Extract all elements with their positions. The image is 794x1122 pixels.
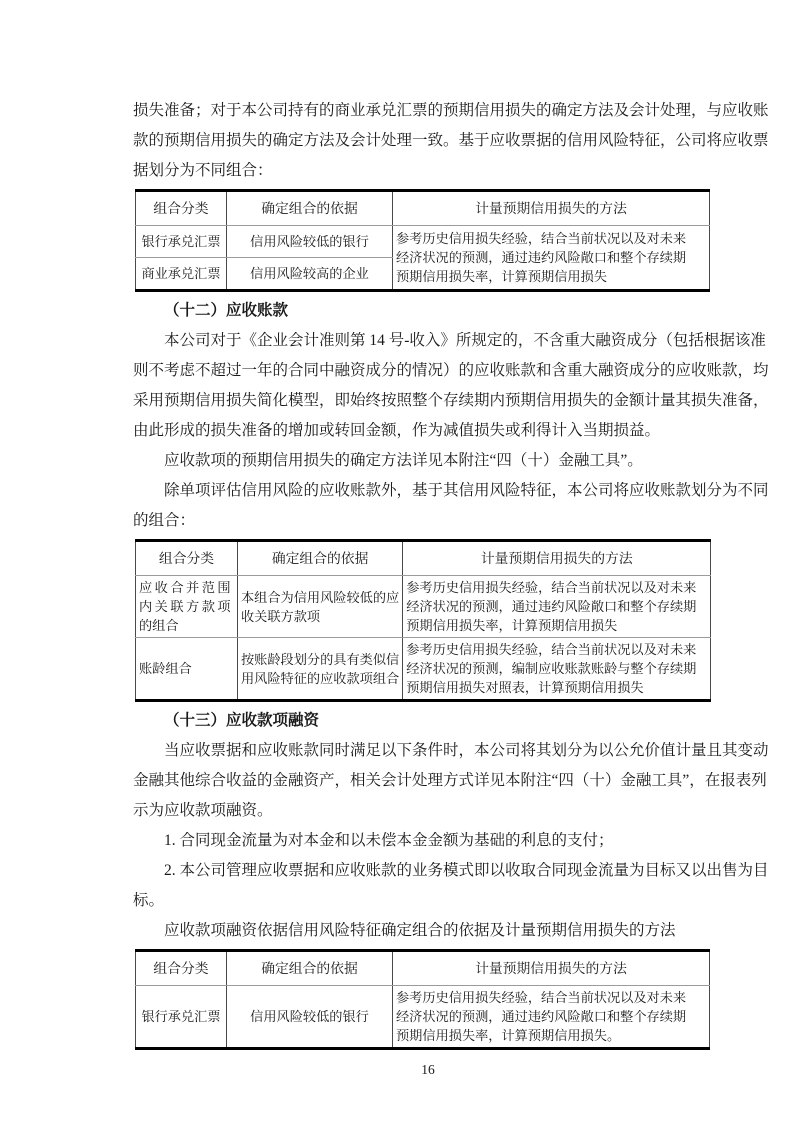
header-portfolio-category: 组合分类 [136, 191, 227, 226]
header-ecl-method: 计量预期信用损失的方法 [403, 541, 711, 576]
cell-method-merged: 参考历史信用损失经验，结合当前状况以及对未来 经济状况的预测，通过违约风险敞口和整个存续期 预期信用损失率，计算预期信用损失 [393, 226, 710, 291]
page-number: 16 [421, 1062, 435, 1077]
section-12-paragraph-2: 应收款项的预期信用损失的确定方法详见本附注“四（十）金融工具”。 [164, 452, 643, 469]
cell-category: 银行承兑汇票 [136, 226, 227, 258]
section-12-heading: （十二）应收账款 [164, 302, 289, 319]
table-row [136, 576, 711, 638]
accounts-receivable-portfolio-table [135, 539, 711, 702]
cell-basis: 信用风险较低的银行 [227, 986, 393, 1049]
cell-basis: 本组合为信用风险较低的应 收关联方款项 [238, 576, 403, 638]
cell-basis: 信用风险较高的企业 [227, 258, 393, 291]
section-13-paragraph-1: 当应收票据和应收账款同时满足以下条件时，本公司将其划分为以公允价值计量且其变动 金融其他综合收益的金融资产，相关会计处理方式详见本附注“四（十）金融工具”，在报表列 示为应收款项融资。 [133, 742, 769, 819]
table-row [136, 986, 710, 1049]
header-portfolio-category: 组合分类 [136, 951, 227, 986]
cell-category: 商业承兑汇票 [136, 258, 227, 291]
cell-method: 参考历史信用损失经验，结合当前状况以及对未来 经济状况的预测，编制应收账款账龄与整个存续期 预期信用损失对照表，计算预期信用损失 [403, 638, 711, 701]
table-row [136, 226, 710, 258]
header-ecl-method: 计量预期信用损失的方法 [393, 191, 710, 226]
section-12-paragraph-3: 除单项评估信用风险的应收账款外，基于其信用风险特征，本公司将应收账款划分为不同 的组合： [133, 482, 769, 529]
cell-category: 银行承兑汇票 [136, 986, 227, 1049]
intro-paragraph: 损失准备；对于本公司持有的商业承兑汇票的预期信用损失的确定方法及会计处理，与应收账 款的预期信用损失的确定方法及会计处理一致。基于应收票据的信用风险特征，公司将应收票 据划分为不同组合： [133, 102, 769, 179]
section-12-paragraph-1: 本公司对于《企业会计准则第 14 号-收入》所规定的，不含重大融资成分（包括根据该准 则不考虑不超过一年的合同中融资成分的情况）的应收账款和含重大融资成分的应收账款，均 采用预期信用损失简化模型，即始终按照整个存续期内预期信用损失的金额计量其损失准备， 由此形成的损失准备的增加或转回金额，作为减值损失或利得计入当期损益。 [133, 332, 769, 439]
section-13-paragraph-2: 应收款项融资依据信用风险特征确定组合的依据及计量预期信用损失的方法 [164, 922, 676, 939]
section-13-condition-2: 2. 本公司管理应收票据和应收账款的业务模式即以收取合同现金流量为目标又以出售为目 标。 [133, 862, 769, 909]
header-portfolio-basis: 确定组合的依据 [227, 191, 393, 226]
header-portfolio-basis: 确定组合的依据 [227, 951, 393, 986]
cell-method: 参考历史信用损失经验，结合当前状况以及对未来 经济状况的预测，通过违约风险敞口和整个存续期 预期信用损失率，计算预期信用损失 [403, 576, 711, 638]
table-header-row [136, 541, 711, 576]
table-header-row [136, 191, 710, 226]
receivables-financing-portfolio-table [135, 949, 710, 1050]
table-header-row [136, 951, 710, 986]
header-portfolio-category: 组合分类 [136, 541, 238, 576]
cell-method: 参考历史信用损失经验，结合当前状况以及对未来 经济状况的预测，通过违约风险敞口和整个存续期 预期信用损失率，计算预期信用损失。 [393, 986, 710, 1049]
cell-basis: 按账龄段划分的具有类似信 用风险特征的应收款项组合 [238, 638, 403, 701]
header-ecl-method: 计量预期信用损失的方法 [393, 951, 710, 986]
table-row [136, 638, 711, 701]
header-portfolio-basis: 确定组合的依据 [238, 541, 403, 576]
cell-category: 账龄组合 [136, 638, 238, 701]
notes-receivable-portfolio-table [135, 189, 710, 292]
section-13-condition-1: 1. 合同现金流量为对本金和以未偿本金金额为基础的利息的支付； [164, 832, 614, 849]
section-13-heading: （十三）应收款项融资 [164, 712, 320, 729]
cell-basis: 信用风险较低的银行 [227, 226, 393, 258]
cell-category: 应收合并范围 内关联方款项 的组合 [136, 576, 238, 638]
